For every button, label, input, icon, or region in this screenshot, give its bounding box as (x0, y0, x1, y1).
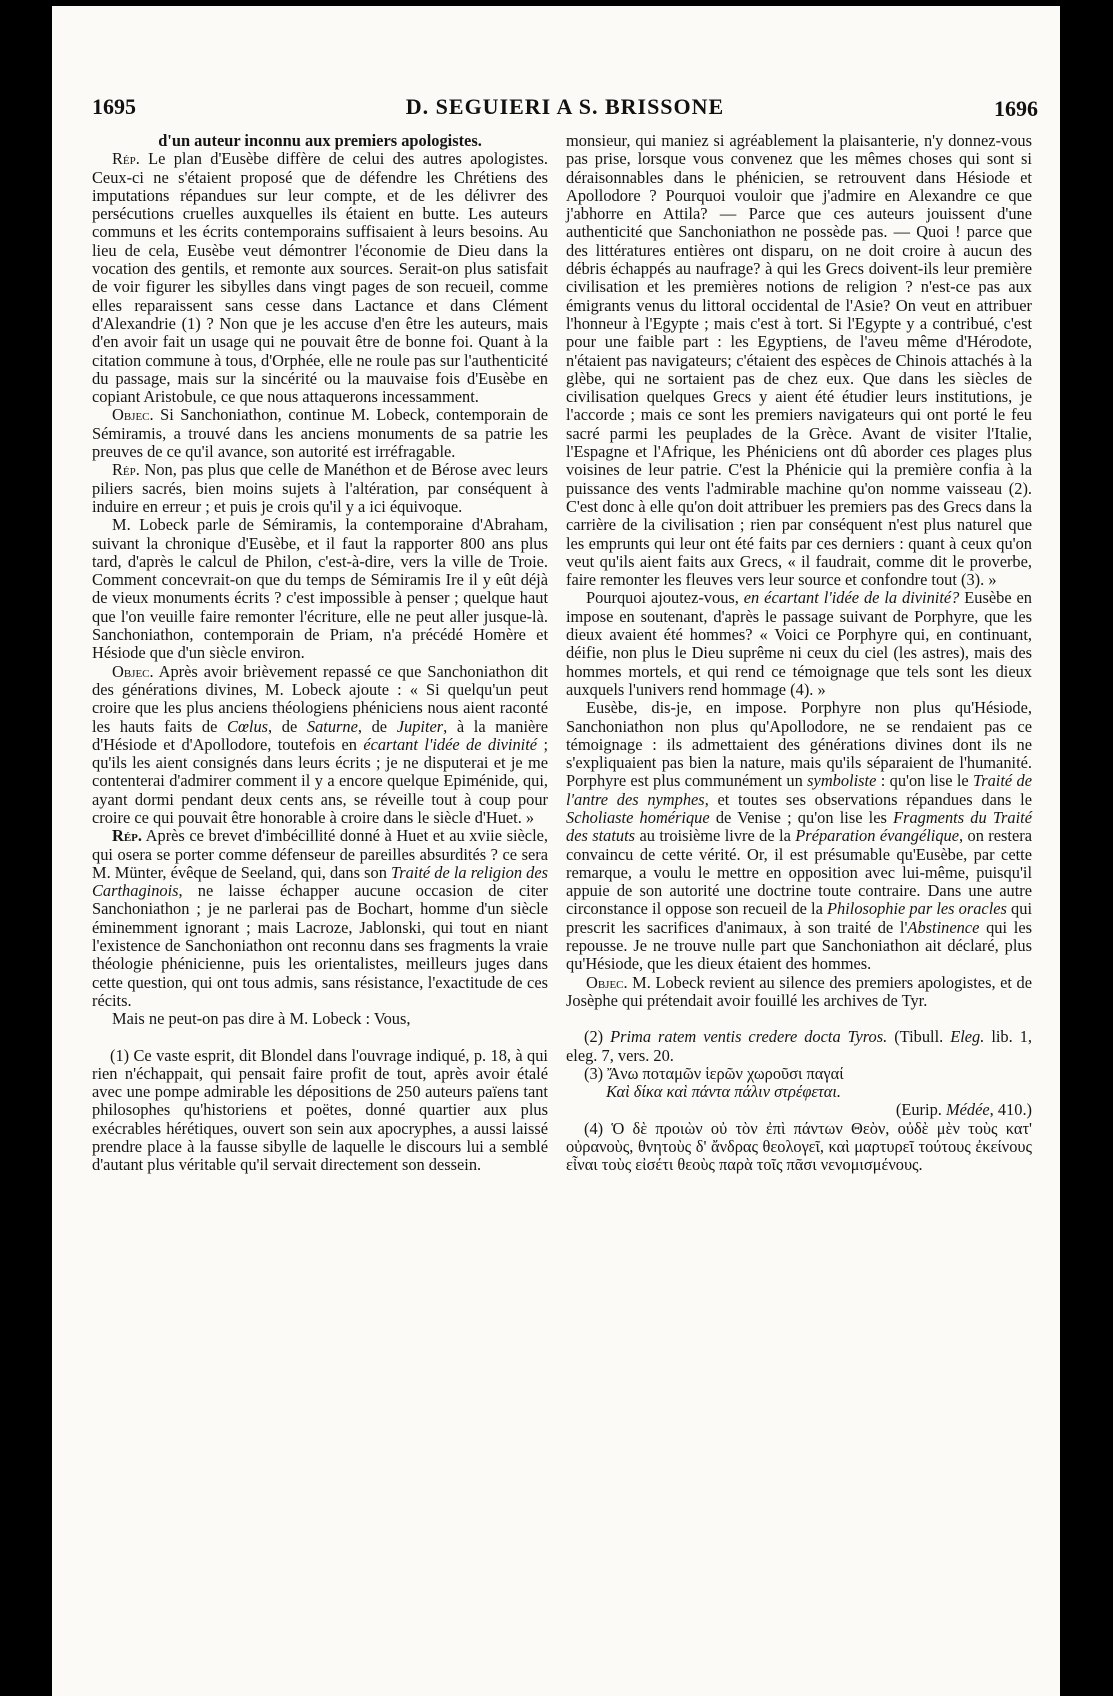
paragraph: monsieur, qui maniez si agréablement la plaisanterie, n'y donnez-vous pas prise, lorsque vous convenez que les mêmes choses qui sont si déraisonnables dans le phénicien, se retrouvent dans Hésiode et Apollodore ? Pourquoi vouloir que j'admire en Alexandre ce que j'abhorre en Attila? — Parce que ces auteurs jouissent d'une authenticité que Sanchoniathon ne possède pas. — Quoi ! parce que des littératures entières ont disparu, on ne doit croire à aucun des débris échappés au naufrage? à qui les Grecs doivent-ils leur première civilisation et les premières notions de religion ? n'est-ce pas aux émigrants venus du littoral occidental de l'Asie? On veut en attribuer l'honneur à l'Egypte ; mais c'est à tort. Si l'Egypte y a contribué, c'est pour une faible part : les Egyptiens, de l'aveu même d'Hérodote, n'étaient pas navigateurs; c'étaient des espèces de Chinois attachés à la glèbe, qui ne sortaient pas de chez eux. Que dans les siècles de civilisation quelques Grecs y aient été étudier leurs institutions, je l'accorde ; mais ce sont les premiers navigateurs qui ont porté le feu sacré parmi les peuplades de la Grèce. Avant de visiter l'Italie, l'Espagne et l'Afrique, les Phéniciens ont dû aborder ces plages plus voisines de leur patrie. C'est la Phénicie qui la première confia à la puissance des vents l'admirable machine qu'on nomme vaisseau (2). C'est donc à elle qu'on doit attribuer les premiers pas des Grecs dans la carrière de la civilisation ; rien par conséquent n'est plus naturel que les emprunts qui leur ont été faits par ces derniers : quant à ceux qu'on veut qu'ils aient faits aux Grecs, « il faudrait, comme dit le proverbe, faire remonter les fleuves vers leur source et confondre tout (3). » (566, 131, 1032, 590)
paragraph: Pourquoi ajoutez-vous, en écartant l'idée de la divinité? Eusèbe en impose en soutenant, d'après le passage suivant de Porphyre, que les dieux avaient été hommes? « Voici ce Porphyre qui, en continuant, déifie, non plus le Dieu suprême ni ceux du ciel (les astres), mais des hommes mortels, et qui rend ce témoignage que tels sont les dieux auxquels l'univers rend hommage (4). » (566, 588, 1033, 699)
paragraph: Rép. Non, pas plus que celle de Manéthon et de Bérose avec leurs piliers sacrés, bien moins sujets à l'altération, par conséquent à induire en erreur ; et puis je crois qu'il y a ici équivoque. (92, 460, 548, 516)
footnote-source: (Eurip. Médée, 410.) (895, 1100, 1032, 1120)
running-title: D. SEGUIERI A S. BRISSONE (405, 94, 725, 119)
footnotes-left (92, 1047, 548, 1175)
page-number-left: 1695 (92, 94, 136, 119)
footnotes-right (566, 1028, 1032, 1174)
left-column (92, 132, 548, 1175)
page-header (92, 94, 1038, 128)
paragraph: M. Lobeck parle de Sémiramis, la contemporaine d'Abraham, suivant la chronique d'Eusèbe, et il faut la rapporter 800 ans plus tard, d'après le calcul de Philon, c'est-à-dire, vers la ville de Troie. Comment concevrait-on que du temps de Sémiramis Ire il y eût déjà de vieux monuments écrits ? c'est impossible à penser ; quelque haut que l'on veuille faire remonter l'écriture, elle ne peut aller jusque-là. Sanchoniathon, contemporain de Priam, n'a précédé Homère et Hésiode que d'un siècle environ. (92, 515, 548, 663)
footnote-verse: Καὶ δίκα καὶ πάντα πάλιν στρέφεται. (606, 1082, 841, 1102)
footnote: (4) Ὁ δὲ προιὼν οὐ τὸν ἐπὶ πάντων Θεὸν, οὐδὲ μὲν τοὺς κατ' οὐρανοὺς, θνητοὺς δ' ἄνδρας θεολογεῖ, καὶ μαρτυρεῖ τούτους ἐκείνους εἶναι τοὺς εἰσέτι θεοὺς παρὰ τοῖς πᾶσι νενομισμένους. (566, 1118, 1032, 1175)
footnote: (2) Prima ratem ventis credere docta Tyros. (Tibull. Eleg. lib. 1, eleg. 7, vers. 20. (566, 1027, 1032, 1065)
paragraph: Mais ne peut-on pas dire à M. Lobeck : Vous, (112, 1009, 411, 1029)
paragraph: Rép. Après ce brevet d'imbécillité donné à Huet et au xviie siècle, qui osera se porter comme défenseur de pareilles absurdités ? ce sera M. Münter, évêque de Seeland, qui, dans son Traité de la religion des Carthaginois, ne laisse échapper aucune occasion de citer Sanchoniathon ; je ne parlerai pas de Bochart, homme d'un siècle éminemment ignorant ; mais Lacroze, Jablonski, qui tout en niant l'existence de Sanchoniathon ont reconnu dans ses fragments la vraie théologie phénicienne, puis les orientalistes, meilleurs juges dans cette question, qui ont tous admis, sans résistance, l'exactitude de ces récits. (92, 826, 548, 1010)
footnote: (3) Ἄνω ποταμῶν ἱερῶν χωροῦσι παγαί (584, 1063, 844, 1083)
paragraph: Rép. Le plan d'Eusèbe diffère de celui des autres apologistes. Ceux-ci ne s'étaient proposé que de défendre les Chrétiens des imputations répandues sur leur compte, et de les délivrer des persécutions cruelles auxquelles ils étaient en butte. Les auteurs communs et les écrits contemporains suffisaient à leurs besoins. Au lieu de cela, Eusèbe veut démontrer l'économie de Dieu dans la vocation des gentils, et remonte aux sources. Serait-on plus satisfait de voir figurer les sibylles dans vingt pages de son recueil, comme elles reparaissent sans cesse dans Lactance et dans Clément d'Alexandrie (1) ? Non que je les accuse d'en être les auteurs, mais d'en avoir fait un usage qui ne pouvait être de bonne foi. Quant à la citation commune à tous, d'Orphée, elle ne roule pas sur l'authenticité du passage, mais sur la sincérité ou la mauvaise fois d'Eusèbe en copiant Aristobule, ce que nous attaquerons incessamment. (92, 149, 548, 407)
right-column (566, 132, 1032, 1175)
paragraph: Eusèbe, dis-je, en impose. Porphyre non plus qu'Hésiode, Sanchoniathon non plus qu'Apollodore, ne se rendaient pas ce témoignage : ils admettaient des générations divines dont ils ne s'expliquaient pas bien la nature, mais qu'ils séparaient de l'humanité. Porphyre est plus communément un symboliste : qu'on lise le Traité de l'antre des nymphes, et toutes ses observations répandues dans le Scholiaste homérique de Venise ; qu'on lise les Fragments du Traité des statuts au troisième livre de la Préparation évangélique, on restera convaincu de cette vérité. Or, il est présumable qu'Eusèbe, par cette remarque, a voulu le mettre en opposition avec lui-même, puisqu'il appuie de son autorité une doctrine toute contraire. Dans une autre circonstance il oppose son recueil de la Philosophie par les oracles qui prescrit les sacrifices d'animaux, à son traité de l'Abstinence qui les repousse. Je ne trouve nulle part que Sanchoniathon ait déclaré, plus qu'Hésiode, que les dieux étaient des hommes. (566, 698, 1033, 974)
paragraph: Objec. Si Sanchoniathon, continue M. Lobeck, contemporain de Sémiramis, a trouvé dans les anciens monuments de sa patrie les preuves de ce qu'il avance, son autorité est irréfragable. (92, 405, 548, 462)
paragraph: Objec. M. Lobeck revient au silence des premiers apologistes, et de Josèphe qui prétendait avoir fouillé les archives de Tyr. (566, 972, 1032, 1010)
page (52, 6, 1060, 1696)
paragraph: Objec. Après avoir brièvement repassé ce que Sanchoniathon dit des générations divines, M. Lobeck ajoute : « Si quelqu'un peut croire que les plus anciens théologiens phéniciens nous aient raconté les hauts faits de Cœlus, de Saturne, de Jupiter, à la manière d'Hésiode et d'Apollodore, toutefois en écartant l'idée de divinité ; qu'ils les aient consignés dans leurs écrits ; je ne disputerai et je me contenterai d'admirer comment il y a encore quelque Epiménide, qui, ayant dormi pendant deux cents ans, se réveille tout à coup pour croire ce qui pouvait être honorable à croire dans le siècle d'Huet. » (92, 661, 549, 827)
paragraph: d'un auteur inconnu aux premiers apologistes. (158, 131, 482, 150)
footnote: (1) Ce vaste esprit, dit Blondel dans l'ouvrage indiqué, p. 18, à qui rien n'échappait, qui pensait faire profit de tout, après avoir étalé avec une pompe admirable les dépositions de 250 auteurs païens tant philosophes qu'historiens et poëtes, donné quartier aux plus exécrables hérétiques, ouvert son sein aux apocryphes, a aussi laissé prendre place à la fausse sibylle de laquelle le discours lui a semblé d'autant plus véritable qu'il servait directement son dessein. (92, 1045, 548, 1175)
page-number-right: 1696 (994, 96, 1038, 121)
